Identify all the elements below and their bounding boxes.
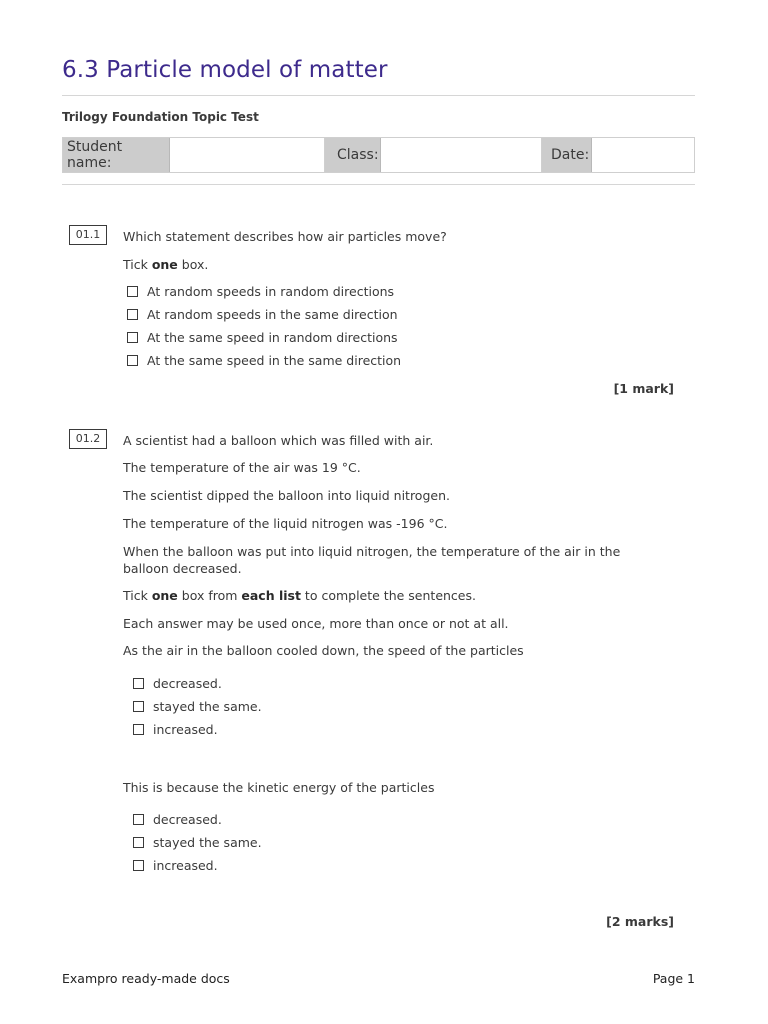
option-label: At random speeds in random directions xyxy=(147,284,395,299)
checkbox[interactable] xyxy=(133,814,144,825)
list2-option-1[interactable] xyxy=(133,812,222,827)
q2-line-3: The scientist dipped the balloon into liquid nitrogen. xyxy=(123,488,450,503)
q1-option-2[interactable] xyxy=(127,307,398,322)
class-label: Class: xyxy=(325,138,381,172)
list1-option-3[interactable] xyxy=(133,722,218,737)
checkbox[interactable] xyxy=(127,332,138,343)
q2-line-4: The temperature of the liquid nitrogen was -196 °C. xyxy=(123,516,448,531)
option-label: stayed the same. xyxy=(153,835,262,850)
q1-option-1[interactable] xyxy=(127,284,394,299)
student-name-label: Student name: xyxy=(63,138,170,172)
question-number-01-1: 01.1 xyxy=(69,225,107,245)
q2-sentence-1: As the air in the balloon cooled down, the speed of the particles xyxy=(123,643,524,658)
option-label: increased. xyxy=(153,722,218,737)
q2-line-1: A scientist had a balloon which was filled with air. xyxy=(123,433,434,448)
q1-option-3[interactable] xyxy=(127,330,398,345)
checkbox[interactable] xyxy=(133,837,144,848)
list1-option-2[interactable] xyxy=(133,699,262,714)
student-info-table xyxy=(62,137,695,173)
date-label: Date: xyxy=(542,138,592,172)
q2-line-2: The temperature of the air was 19 °C. xyxy=(123,460,361,475)
worksheet-page xyxy=(62,0,695,1024)
option-label: decreased. xyxy=(153,812,222,827)
list2-option-2[interactable] xyxy=(133,835,262,850)
date-field[interactable] xyxy=(592,138,694,172)
option-label: At the same speed in the same direction xyxy=(147,353,402,368)
list1-option-1[interactable] xyxy=(133,676,222,691)
footer-source: Exampro ready-made docs xyxy=(62,971,230,986)
question-01-1-text: Which statement describes how air particles move? xyxy=(123,229,447,244)
checkbox[interactable] xyxy=(127,286,138,297)
q2-sentence-2: This is because the kinetic energy of the particles xyxy=(123,780,435,795)
option-label: At the same speed in random directions xyxy=(147,330,398,345)
option-label: At random speeds in the same direction xyxy=(147,307,398,322)
page-title: 6.3 Particle model of matter xyxy=(62,57,388,83)
student-name-field[interactable] xyxy=(170,138,325,172)
checkbox[interactable] xyxy=(133,724,144,735)
option-label: increased. xyxy=(153,858,218,873)
checkbox[interactable] xyxy=(127,309,138,320)
q2-instruction: Tick one box from each list to complete the sentences. xyxy=(123,588,476,603)
checkbox[interactable] xyxy=(127,355,138,366)
q1-marks: [1 mark] xyxy=(613,381,674,396)
info-divider xyxy=(62,184,695,185)
list2-option-3[interactable] xyxy=(133,858,218,873)
q1-option-4[interactable] xyxy=(127,353,401,368)
test-subtitle: Trilogy Foundation Topic Test xyxy=(62,110,259,124)
class-field[interactable] xyxy=(381,138,542,172)
q2-note: Each answer may be used once, more than once or not at all. xyxy=(123,616,509,631)
q2-line-5: When the balloon was put into liquid nitrogen, the temperature of the air in the balloon decreased. xyxy=(123,544,621,576)
option-label: stayed the same. xyxy=(153,699,262,714)
title-divider xyxy=(62,95,695,96)
question-number-01-2: 01.2 xyxy=(69,429,107,449)
question-01-1-instruction: Tick one box. xyxy=(123,257,209,272)
option-label: decreased. xyxy=(153,676,222,691)
q2-marks: [2 marks] xyxy=(606,914,674,929)
checkbox[interactable] xyxy=(133,860,144,871)
footer-page-number: Page 1 xyxy=(652,971,695,986)
checkbox[interactable] xyxy=(133,701,144,712)
checkbox[interactable] xyxy=(133,678,144,689)
